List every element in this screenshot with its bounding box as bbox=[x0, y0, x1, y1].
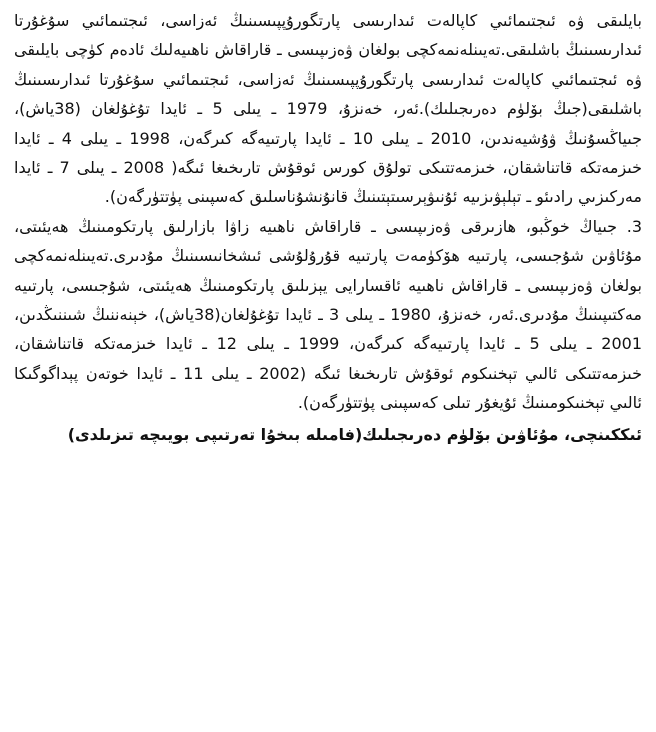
section-heading: ئىككىنچى، مۇئاۋىن بۆلۈم دەرىجىلىك(فامىلە بىخۇا تەرتىپى بويىچە تىزىلدى) bbox=[67, 424, 642, 444]
profile-paragraph-1: بايلىقى ۋە ئىجتىمائىي كاپالەت ئىدارىسى پارتگورۇپپىسىنىڭ ئەزاسى، ئىجتىمائىي سۇغۇرتا ئىدارىسىنىڭ باشلىقى.تەيىنلەنمەكچى بولغان ۋەزىپىسى ـ قاراقاش ناھىيەلىك ئادەم كۈچى بايلىقى ۋە ئىجتىمائىي كاپالەت ئىدارىسى پارتگورۇپپىسىنىڭ ئەزاسى، ئىجتىمائىي سۇغۇرتا ئىدارىسىنىڭ باشلىقى(جىڭ بۆلۈم دەرىجىلىك).ئەر، خەنزۇ، 1979 ـ يىلى 5 ـ ئايدا تۇغۇلغان (38ياش)، جىياڭسۇنىڭ ۋۇشيەندىن، 2010 ـ يىلى 10 ـ ئايدا پارتىيەگە كىرگەن، 1998 ـ يىلى 4 ـ ئايدا خىزمەتكە قاتناشقان، خىزمەتتىكى تولۇق كورس ئوقۇش تارىخىغا ئىگە( 2008 ـ يىلى 7 ـ ئايدا مەركىزىي رادىئو ـ تېلېۋىزىيە ئۇنىۋېرسىتېتىنىڭ قانۇنشۇناسلىق كەسپىنى پۈتتۈرگەن). bbox=[14, 11, 643, 207]
profile-paragraph-2: 3. جىياڭ خوڭبو، ھازىرقى ۋەزىپىسى ـ قاراقاش ناھىيە زاۋا بازارلىق پارتكومىنىڭ ھەيئىتى، مۇئاۋىن شۇجىسى، پارتىيە ھۆكۈمەت پارتىيە قۇرۇلۇشى ئىشخانىسىنىڭ مۇدىرى.تەيىنلەنمەكچى بولغان ۋەزىپىسى ـ قاراقاش ناھىيە ئاقسارايى يېزىلىق پارتكومىنىڭ ھەيئىتى، شۇجىسى، پارتىيە مەكتىپىنىڭ مۇدىرى.ئەر، خەنزۇ، 1980 ـ يىلى 3 ـ ئايدا تۇغۇلغان(38ياش)، خېنەننىڭ شىننىڭدىن، 2001 ـ يىلى 5 ـ ئايدا پارتىيەگە كىرگەن، 1999 ـ يىلى 12 ـ ئايدا خىزمەتكە قاتناشقان، خىزمەتتىكى ئالىي تېخنىكوم ئوقۇش تارىخىغا ئىگە (2002 ـ يىلى 11 ـ ئايدا خوتەن پېداگوگىكا ئالىي تېخنىكومىنىڭ ئۇيغۇر تىلى كەسپىنى پۈتتۈرگەن). bbox=[14, 216, 643, 413]
